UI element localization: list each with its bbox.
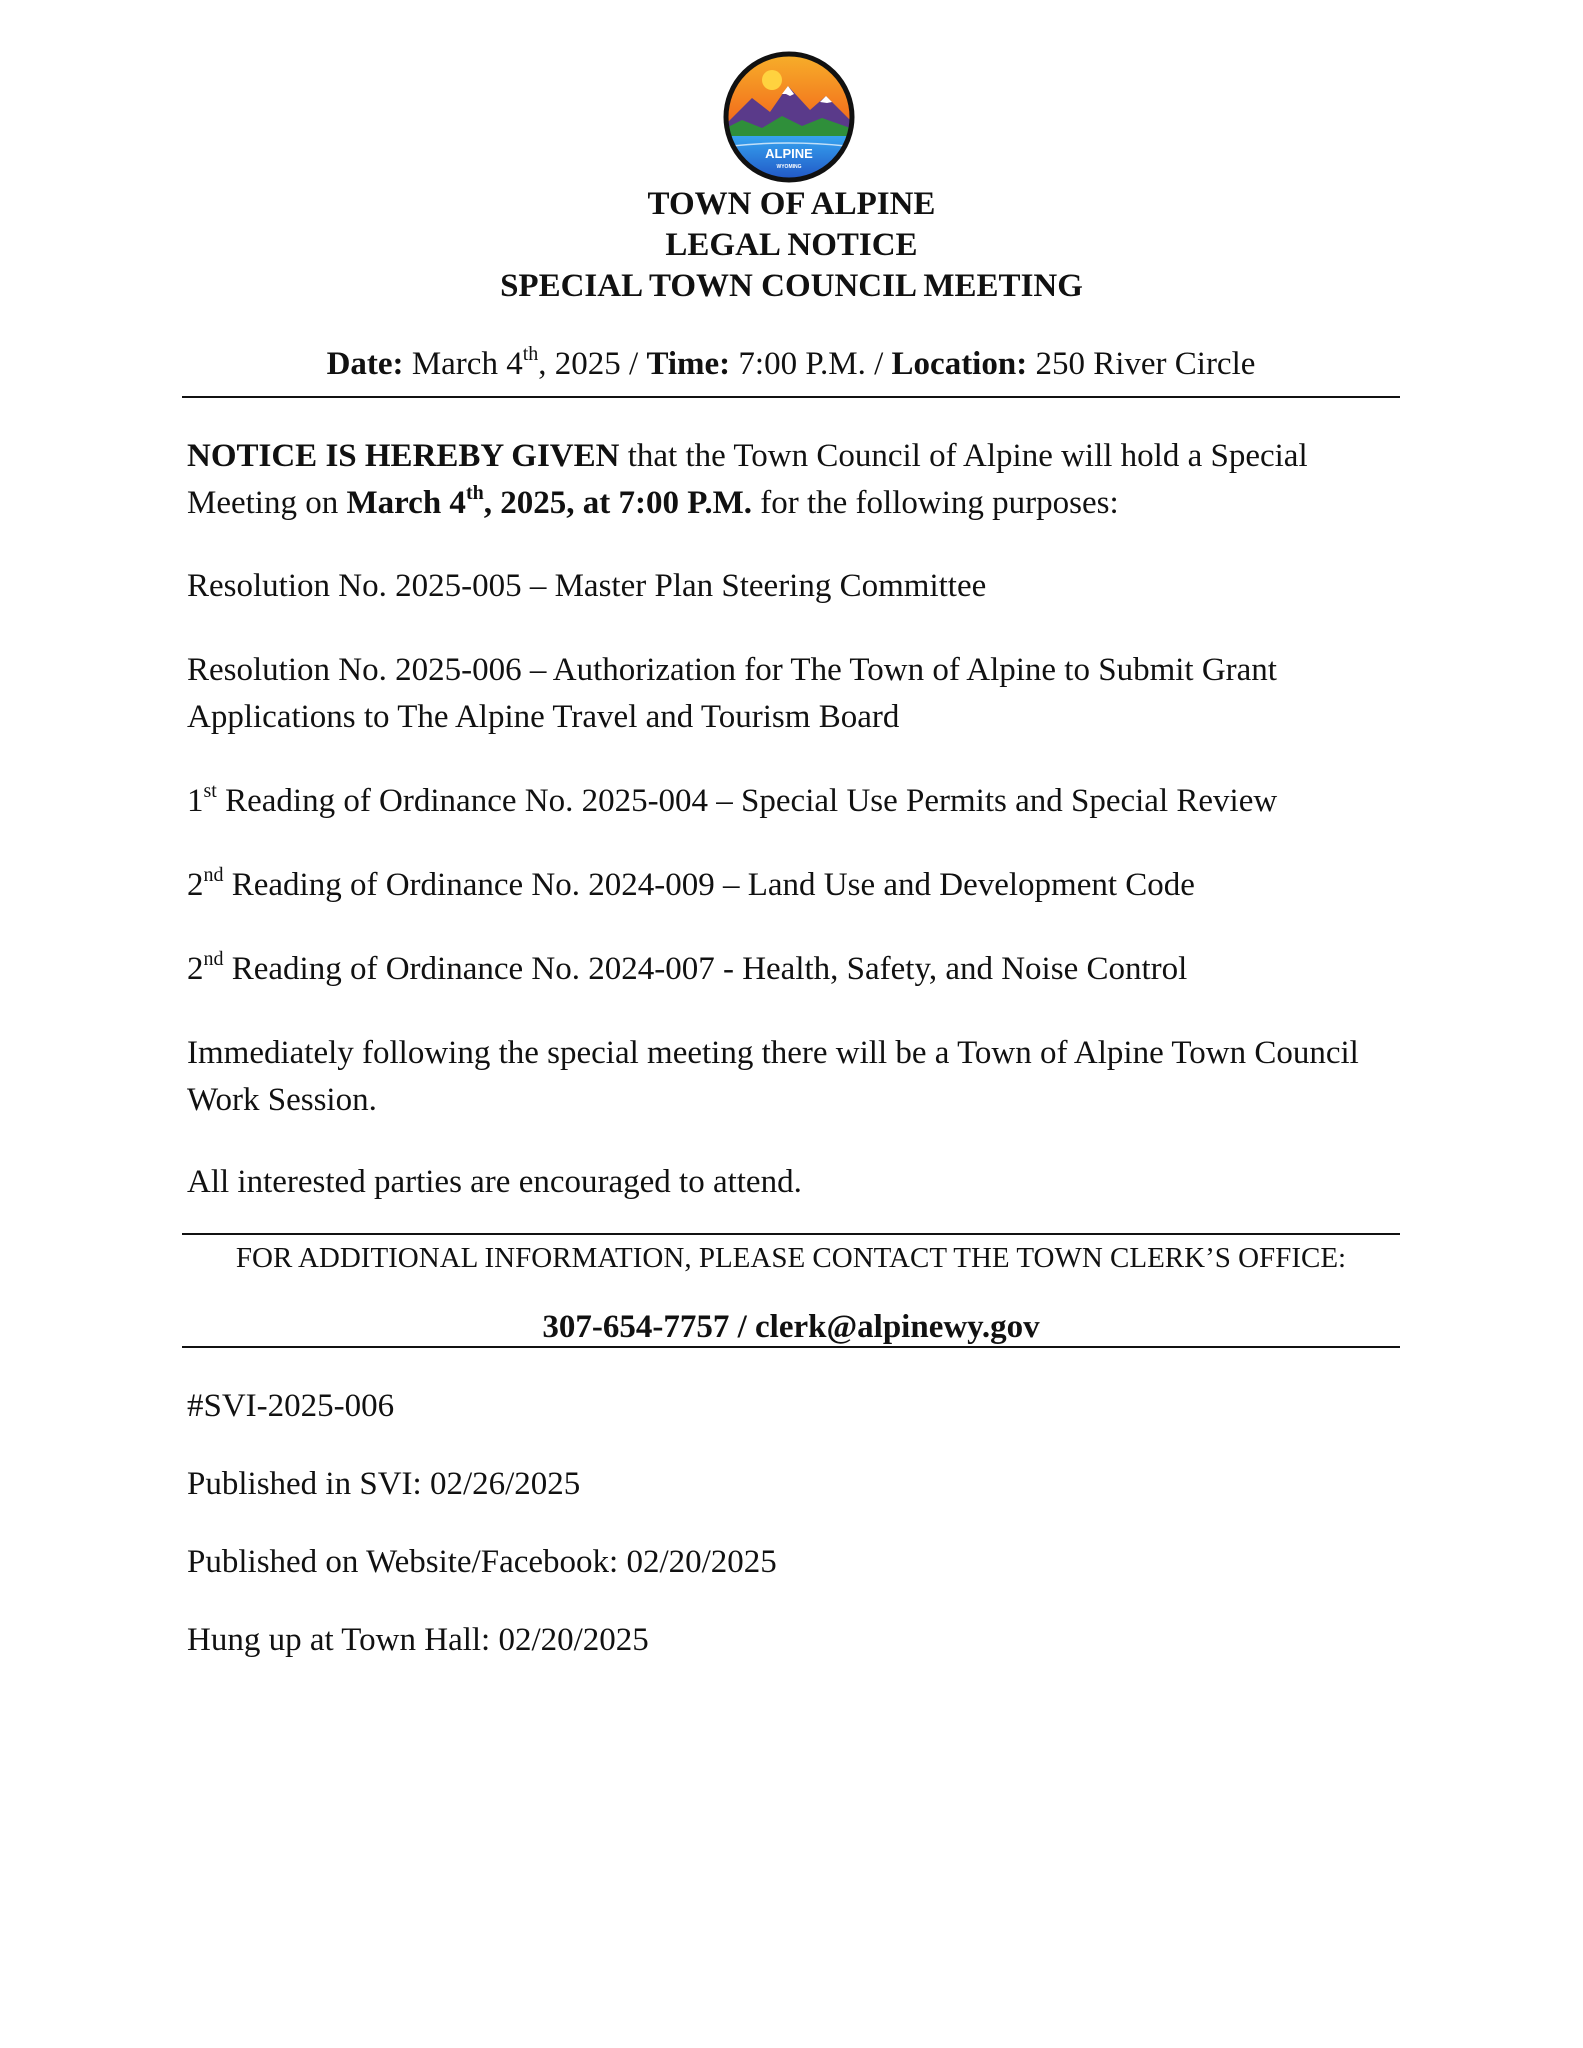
town-of-alpine-logo	[722, 50, 856, 184]
title-legal-notice: LEGAL NOTICE	[665, 227, 918, 263]
date-value: March 4	[403, 346, 523, 382]
agenda-item-text: Reading of Ordinance No. 2025-004 – Special Use Permits and Special Review	[216, 783, 1278, 819]
location-label: Location:	[891, 346, 1028, 382]
agenda-item-ordinal-suffix: st	[203, 780, 217, 802]
date-label: Date:	[326, 346, 404, 382]
agenda-item-ordinal-suffix: nd	[203, 864, 224, 886]
agenda-item-ordinal: 2	[187, 867, 204, 903]
notice-lead-text: that the Town Council of Alpine will hold a Special Meeting on	[187, 438, 1308, 521]
notice-tail: for the following purposes:	[752, 485, 1119, 521]
divider-contact-top	[182, 1233, 1400, 1235]
notice-when	[346, 482, 752, 521]
time-value: 7:00 P.M. /	[730, 346, 892, 382]
logo-subtext: WYOMING	[776, 164, 802, 170]
divider-contact-bottom	[182, 1346, 1400, 1348]
date-suffix: th	[522, 343, 539, 365]
published-website: Published on Website/Facebook: 02/20/2025	[187, 1544, 777, 1580]
agenda-item-ordinal-suffix: nd	[203, 948, 224, 970]
notice-title	[0, 184, 1583, 307]
location-value: 250 River Circle	[1027, 346, 1256, 382]
agenda-item-text: Reading of Ordinance No. 2024-009 – Land Use and Development Code	[223, 867, 1195, 903]
attendance-invite: All interested parties are encouraged to attend.	[187, 1164, 802, 1200]
notice-when-suffix: th	[465, 482, 484, 504]
contact-heading: FOR ADDITIONAL INFORMATION, PLEASE CONTACT THE TOWN CLERK’S OFFICE:	[235, 1242, 1347, 1274]
notice-paragraph	[187, 433, 1402, 527]
title-meeting-type: SPECIAL TOWN COUNCIL MEETING	[500, 268, 1083, 304]
posted-town-hall: Hung up at Town Hall: 02/20/2025	[187, 1622, 649, 1658]
agenda-item: Resolution No. 2025-005 – Master Plan Steering Committee	[187, 568, 987, 604]
agenda-item	[187, 946, 1402, 993]
agenda-item-ordinal: 2	[187, 951, 204, 987]
logo-wordmark: ALPINE	[765, 146, 813, 161]
notice-when-date: March 4	[346, 485, 466, 521]
publication-reference: #SVI-2025-006	[187, 1388, 395, 1424]
notice-lead: NOTICE IS HEREBY GIVEN	[187, 438, 620, 474]
agenda-item-text: Reading of Ordinance No. 2024-007 - Health, Safety, and Noise Control	[223, 951, 1188, 987]
notice-when-rest: , 2025, at 7:00 P.M.	[483, 485, 752, 521]
work-session-note: Immediately following the special meeting there will be a Town of Alpine Town Council Work Session.	[187, 1035, 1359, 1118]
title-town: TOWN OF ALPINE	[647, 186, 936, 222]
published-svi: Published in SVI: 02/26/2025	[187, 1466, 581, 1502]
agenda-item: Resolution No. 2025-006 – Authorization for The Town of Alpine to Submit Grant Applications to The Alpine Travel and Tourism Board	[187, 652, 1277, 735]
agenda-item	[187, 862, 1402, 909]
meeting-info-line	[182, 344, 1400, 384]
agenda-item	[187, 778, 1402, 825]
time-label: Time:	[646, 346, 731, 382]
contact-details: 307-654-7757 / clerk@alpinewy.gov	[542, 1309, 1040, 1345]
divider-top	[182, 396, 1400, 398]
agenda-item-ordinal: 1	[187, 783, 204, 819]
date-year: , 2025 /	[538, 346, 647, 382]
